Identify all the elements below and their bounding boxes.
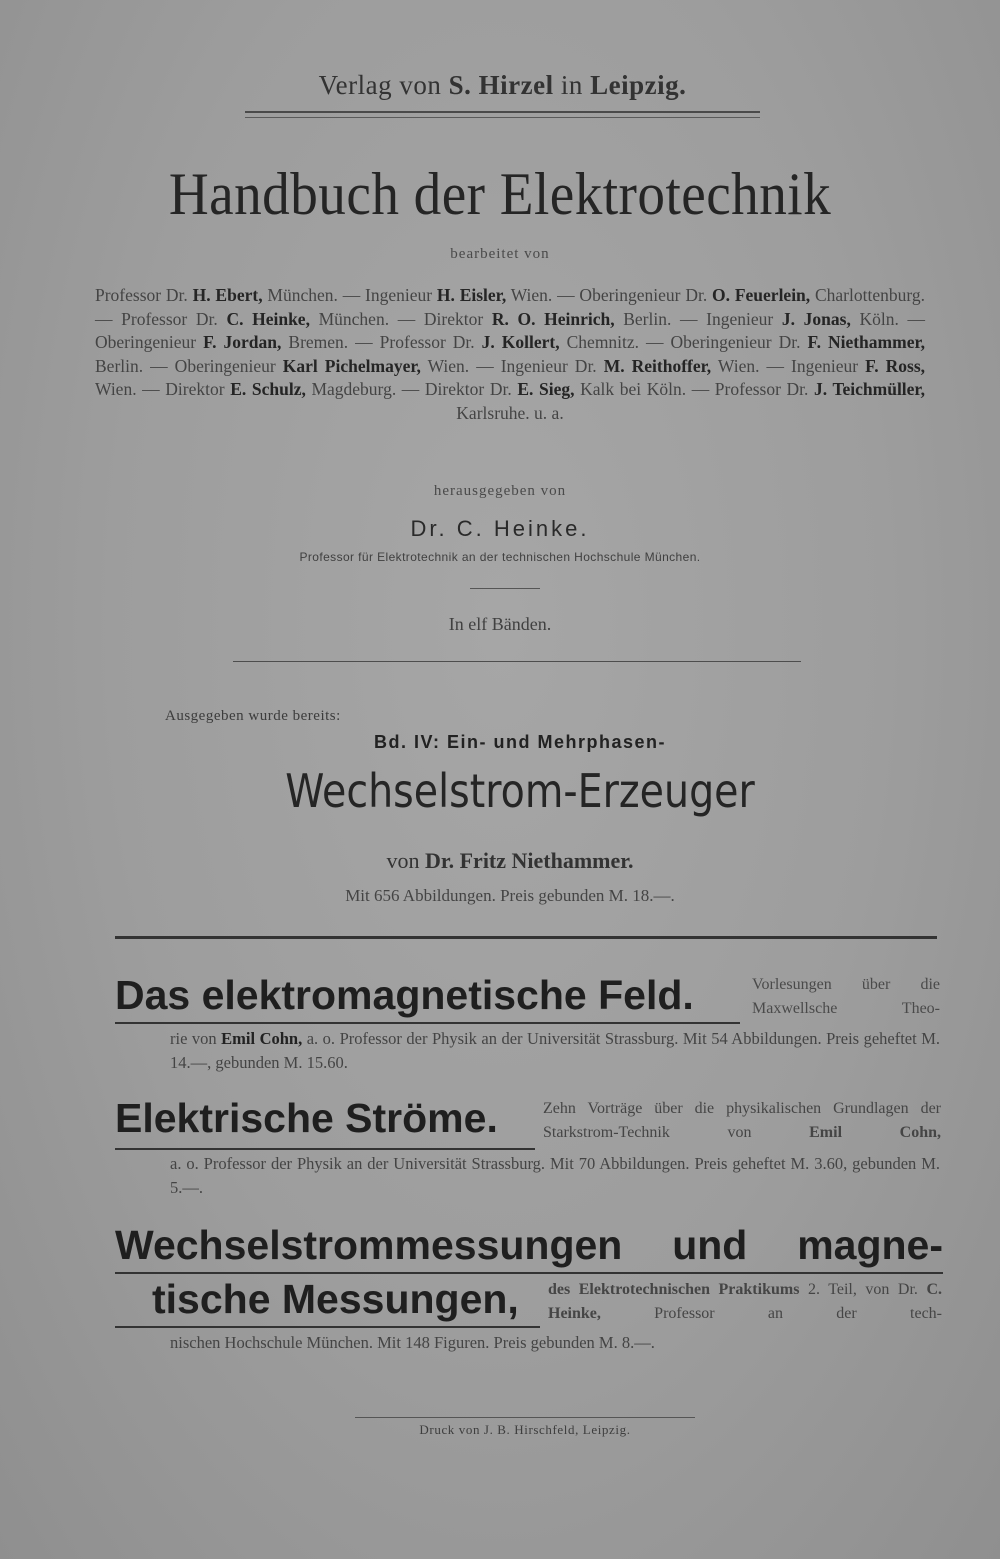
publisher-city: Leipzig.	[590, 70, 687, 100]
text-run: a. o. Professor der Physik an der Universität Strassburg. Mit 54 Abbildungen. Preis geheftet M. 14.—, gebunden M. 15.60.	[170, 1029, 941, 1072]
text-run: a. o. Professor der Physik an der Universität Strassburg. Mit 70 Abbildungen. Preis geheftet M. 3.60, gebunden M. 5.—.	[170, 1154, 940, 1197]
emphasized-name: F. Ross,	[865, 355, 925, 376]
issued-author-name: Dr. Fritz Niethammer.	[424, 848, 634, 873]
text-run: München. — Direktor	[309, 308, 492, 329]
book-title-stroeme: Elektrische Ströme.	[115, 1095, 498, 1141]
emphasized-name: J. Teichmüller,	[814, 379, 925, 399]
publisher-prefix: Verlag von	[318, 70, 442, 100]
emphasized-name: F. Niethammer,	[807, 332, 925, 352]
issued-label: Ausgegeben wurde bereits:	[165, 708, 341, 724]
section-divider	[233, 661, 801, 662]
issued-author	[200, 848, 820, 874]
text-run: Magdeburg. — Direktor Dr.	[305, 379, 518, 399]
emphasized-name: J. Kollert,	[481, 332, 560, 352]
publisher-in: in	[560, 70, 583, 100]
authors-list	[95, 284, 925, 425]
emphasized-name: J. Jonas,	[781, 308, 851, 329]
emphasized-name: O. Feuerlein,	[712, 285, 811, 305]
text-run: München. — Ingenieur	[262, 285, 437, 305]
text-run: Wien. — Ingenieur	[711, 355, 866, 376]
emphasized-name: Karl Pichelmayer,	[282, 355, 421, 376]
book-title-feld: Das elektromagnetische Feld.	[115, 972, 694, 1018]
emphasized-name: E. Schulz,	[230, 379, 306, 399]
book-description-messungen	[170, 1331, 940, 1355]
book-description-feld	[170, 1027, 940, 1075]
text-run: Bremen. — Professor Dr.	[281, 332, 482, 352]
text-run: Wien. — Ingenieur Dr.	[420, 355, 604, 376]
emphasized-name: Emil Cohn,	[221, 1029, 303, 1048]
publisher-name: S. Hirzel	[448, 70, 554, 100]
emphasized-name: H. Eisler,	[436, 285, 507, 305]
text-run: Berlin. — Oberingenieur	[95, 355, 283, 376]
emphasized-name: H. Ebert,	[192, 285, 263, 305]
book-title-underline	[115, 1326, 540, 1328]
issued-author-prefix: von	[386, 848, 420, 873]
text-run: Wien. — Direktor	[95, 379, 231, 399]
text-run: Wien. — Oberingenieur Dr.	[506, 285, 713, 305]
emphasized-name: E. Sieg,	[517, 379, 575, 399]
publisher-rule-thin	[245, 117, 760, 118]
emphasized-name: C. Heinke,	[548, 1281, 942, 1322]
book-title-underline	[115, 1022, 740, 1024]
text-run: nischen Hochschule München. Mit 148 Figuren. Preis gebunden M. 8.—.	[170, 1333, 655, 1352]
editor-title: Professor für Elektrotechnik an der technischen Hochschule München.	[299, 550, 701, 564]
emphasized-name: F. Jordan,	[203, 332, 282, 352]
editor-name: Dr. C. Heinke.	[410, 516, 590, 541]
issued-title: Wechselstrom-Erzeuger	[285, 764, 755, 818]
text-run: Kalk bei Köln. — Professor Dr.	[574, 379, 815, 399]
publisher-line	[245, 70, 760, 101]
text-run: Karlsruhe. u. a.	[456, 402, 564, 423]
edited-by-label: bearbeitet von	[450, 246, 550, 262]
footer-rule	[355, 1417, 695, 1418]
book-subtitle-messungen	[548, 1278, 942, 1326]
handbook-title: Handbuch der Elektrotechnik	[168, 161, 832, 227]
printer-imprint: Druck von J. B. Hirschfeld, Leipzig.	[419, 1422, 631, 1437]
text-run: Chemnitz. — Oberingenieur Dr.	[559, 332, 808, 352]
book-subtitle-stroeme	[543, 1097, 941, 1145]
book-description-stroeme	[170, 1152, 940, 1200]
volume-count: In elf Bänden.	[448, 614, 552, 634]
book-title-underline	[115, 1272, 943, 1274]
emphasized-name: R. O. Heinrich,	[491, 308, 615, 329]
book-title-messungen-line1: Wechselstrommessungen und magne-	[115, 1222, 943, 1268]
book-title-messungen-line2: tische Messungen,	[152, 1276, 519, 1322]
volume-line: Bd. IV: Ein- und Mehrphasen-	[373, 732, 666, 752]
text-run: Professor an der tech-	[600, 1305, 942, 1322]
emphasized-name: Emil Cohn,	[809, 1124, 941, 1141]
issued-price: Mit 656 Abbildungen. Preis gebunden M. 18.—.	[345, 886, 675, 905]
published-by-label: herausgegeben von	[433, 483, 567, 499]
text-run: rie von	[170, 1029, 222, 1048]
book-subtitle-feld: Vorlesungen über die Maxwellsche Theo-	[752, 976, 940, 1017]
thick-divider	[115, 936, 937, 939]
emphasized-name: C. Heinke,	[226, 308, 310, 329]
book-title-underline	[115, 1148, 535, 1150]
text-run: Berlin. — Ingenieur	[614, 308, 782, 329]
publisher-rule	[245, 111, 760, 113]
text-run: 2. Teil, von Dr.	[799, 1281, 927, 1298]
short-divider	[470, 588, 540, 589]
emphasized-name: des Elektrotechnischen Praktikums	[548, 1281, 800, 1298]
text-run: Professor Dr.	[95, 285, 193, 305]
emphasized-name: M. Reithoffer,	[603, 355, 712, 376]
text-run: Charlottenburg. — Professor Dr.	[95, 285, 926, 329]
text-run: Zehn Vorträge über die physikalischen Grundlagen der Starkstrom-Technik von	[543, 1100, 941, 1141]
text-run: Köln. — Oberingenieur	[95, 308, 926, 352]
